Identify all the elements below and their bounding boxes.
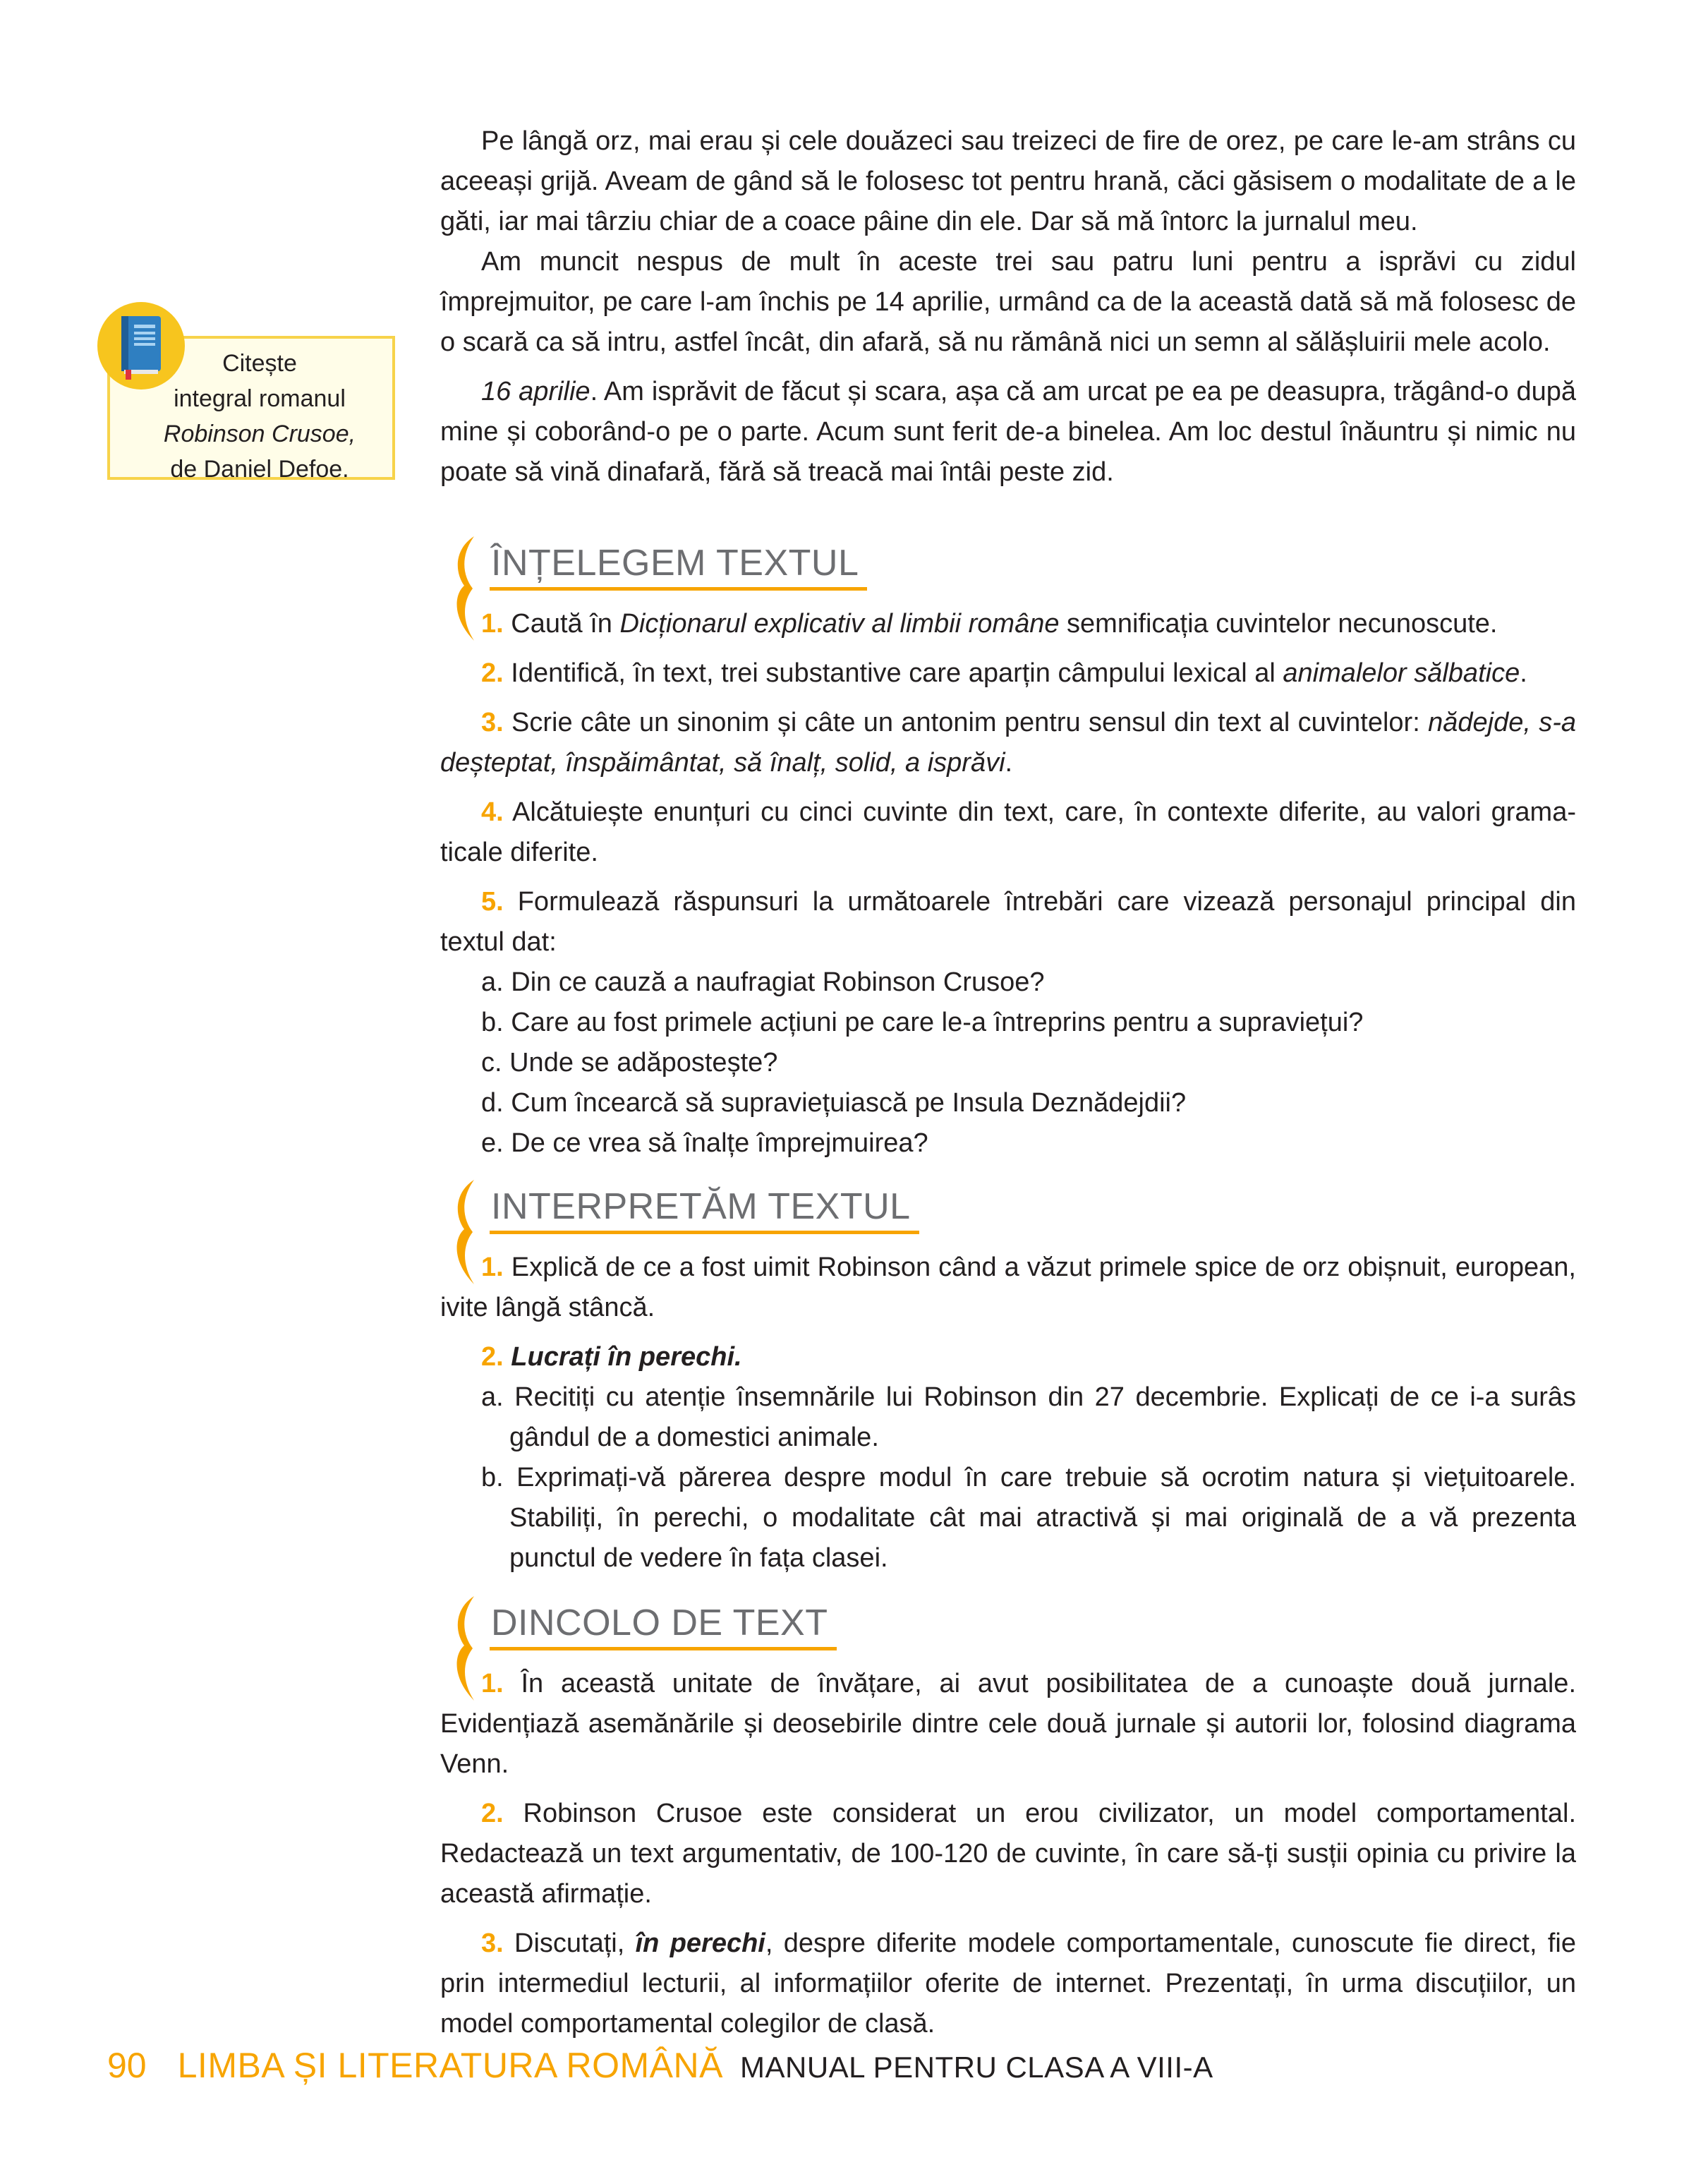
section-title: DINCOLO DE TEXT bbox=[490, 1602, 837, 1650]
question-text: Explică de ce a fost uimit Robinson când a văzut primele spice de orz obișnuit, european, ivite lângă stâncă. bbox=[440, 1252, 1576, 1322]
tip-line-4: de Daniel Defoe. bbox=[170, 456, 349, 483]
question-number: 4. bbox=[481, 797, 504, 827]
question-text: Scrie câte un sinonim și câte un antonim pentru sensul din text al cuvintelor: bbox=[503, 708, 1429, 737]
list-item: b. Exprimați-vă părerea despre modul în care trebuie să ocrotim natura și viețuitoarele. Stabiliți, în perechi, o modalitate cât mai atractivă și mai originală de a vă prezenta punctul de vedere în fața clasei. bbox=[481, 1463, 1576, 1573]
question-text: semnificația cuvintelor necunoscute. bbox=[1059, 609, 1498, 639]
question-text: . bbox=[1520, 658, 1527, 688]
brace-icon bbox=[440, 1180, 490, 1286]
brace-icon bbox=[440, 1596, 490, 1702]
subject-title: LIMBA ȘI LITERATURA ROMÂNĂ bbox=[177, 2046, 723, 2085]
question-text: Discutați, bbox=[503, 1928, 636, 1958]
intro-text bbox=[440, 121, 1576, 493]
tip-line-1: Citește bbox=[222, 350, 297, 377]
question-text: , despre diferite modele comportamentale, cunoscute fie direct, fie prin intermediul lecturii, al informațiilor oferite de internet. Prezentați, în urma discuțiilor, un model comportamental colegilor de clasă. bbox=[440, 1928, 1576, 2039]
question-emphasis: nădejde, s-a deșteptat, înspăimântat, să înalț, solid, a isprăvi bbox=[440, 708, 1576, 778]
question-text: . bbox=[1005, 748, 1013, 778]
page-footer bbox=[107, 2045, 1213, 2087]
section-dincolo-de-text bbox=[440, 1596, 1576, 2044]
question-emphasis: Dicționarul explicativ al limbii române bbox=[619, 609, 1060, 639]
question-number: 2. bbox=[481, 658, 504, 688]
question-emphasis: animalelor sălbatice bbox=[1283, 658, 1520, 688]
list-item: d. Cum încearcă să supraviețuiască pe Insula Deznădejdii? bbox=[481, 1088, 1187, 1118]
question-4 bbox=[440, 792, 1576, 873]
question-number: 2. bbox=[481, 1342, 504, 1372]
list-item: a. Recitiți cu atenție însemnările lui Robinson din 27 decembrie. Explicați de ce i-a surâs gândul de a domestici animale. bbox=[481, 1382, 1576, 1452]
section-heading bbox=[440, 1180, 1576, 1248]
section-heading bbox=[440, 1596, 1576, 1664]
question-2 bbox=[440, 1337, 1576, 1377]
question-number: 2. bbox=[481, 1799, 504, 1828]
intro-paragraph-1: Pe lângă orz, mai erau și cele douăzeci sau treizeci de fire de orez, pe care le-am strâns cu aceeași grijă. Aveam de gând să le folosesc tot pentru hrană, căci găsisem o modalitate de a le găti, iar mai târziu chiar de a coace pâine din ele. Dar să mă întorc la jurnalul meu. bbox=[440, 126, 1576, 236]
list-item: c. Unde se adăpostește? bbox=[481, 1048, 778, 1078]
question-text: Alcătuiește enunțuri cu cinci cuvinte din text, care, în contexte diferite, au valori gramaticale diferite. bbox=[440, 797, 1576, 867]
question-3 bbox=[440, 703, 1576, 783]
section-interpretam-textul bbox=[440, 1180, 1576, 1579]
tip-line-2: integral romanul bbox=[174, 385, 346, 412]
list-item: e. De ce vrea să înalțe împrejmuirea? bbox=[481, 1128, 928, 1158]
section-intelegem-textul bbox=[440, 536, 1576, 1164]
question-1 bbox=[440, 1664, 1576, 1785]
question-emphasis: în perechi bbox=[635, 1928, 765, 1958]
section-heading bbox=[440, 536, 1576, 604]
section-title: INTERPRETĂM TEXTUL bbox=[490, 1185, 919, 1234]
manual-title: MANUAL PENTRU CLASA A VIII-A bbox=[739, 2051, 1213, 2084]
intro-paragraph-3 bbox=[440, 372, 1576, 493]
question-3 bbox=[440, 1924, 1576, 2044]
list-item: a. Din ce cauză a naufragiat Robinson Crusoe? bbox=[481, 967, 1045, 997]
question-text: Identifică, în text, trei substantive care aparțin câmpului lexical al bbox=[503, 658, 1283, 688]
question-number: 3. bbox=[481, 708, 504, 737]
question-1 bbox=[440, 604, 1576, 644]
diary-date: 16 aprilie bbox=[481, 377, 590, 406]
page-number: 90 bbox=[107, 2046, 147, 2085]
question-2 bbox=[440, 653, 1576, 694]
book-icon bbox=[97, 302, 185, 390]
question-text: Formulează răspunsuri la următoarele întrebări care vizează personajul principal din textul dat: bbox=[440, 887, 1576, 957]
list-item: b. Care au fost primele acțiuni pe care le-a întreprins pentru a supraviețui? bbox=[481, 1008, 1364, 1037]
question-text: Robinson Crusoe este considerat un erou civilizator, un model comportamental. Redactează un text argumentativ, de 100-120 de cuvinte, în care să-ți susții opinia cu privire la această afirmație. bbox=[440, 1799, 1576, 1909]
brace-icon bbox=[440, 536, 490, 642]
question-number: 1. bbox=[481, 1252, 504, 1282]
question-number: 1. bbox=[481, 609, 504, 639]
intro-paragraph-3-text: . Am isprăvit de făcut și scara, așa că am urcat pe ea pe deasupra, trăgând-o după mine și coborând-o pe o parte. Acum sunt ferit de-a binelea. Am loc destul înăuntru și nimic nu poate să vină dinafară, fără să treacă mai întâi peste zid. bbox=[440, 377, 1576, 487]
question-5 bbox=[440, 882, 1576, 962]
intro-paragraph-2: Am muncit nespus de mult în aceste trei sau patru luni pentru a isprăvi cu zidul împrejmuitor, pe care l-am închis pe 14 aprilie, urmând ca de la această dată să mă folosesc de o scară ca să intru, astfel încât, din afară, să nu rămână nici un semn al sălășluirii mele acolo. bbox=[440, 247, 1576, 357]
question-emphasis: Lucrați în perechi. bbox=[511, 1342, 742, 1372]
question-number: 5. bbox=[481, 887, 504, 917]
question-number: 3. bbox=[481, 1928, 504, 1958]
question-text: Caută în bbox=[503, 609, 620, 639]
question-text: În această unitate de învățare, ai avut posibilitatea de a cunoaște două jurnale. Evidențiază asemănările și deosebirile dintre cele două jurnale și autorii lor, folosind diagrama Venn. bbox=[440, 1669, 1576, 1779]
question-1 bbox=[440, 1248, 1576, 1328]
section-title: ÎNȚELEGEM TEXTUL bbox=[490, 542, 867, 591]
question-number: 1. bbox=[481, 1669, 504, 1698]
question-2 bbox=[440, 1794, 1576, 1914]
tip-line-3: Robinson Crusoe, bbox=[163, 421, 356, 447]
